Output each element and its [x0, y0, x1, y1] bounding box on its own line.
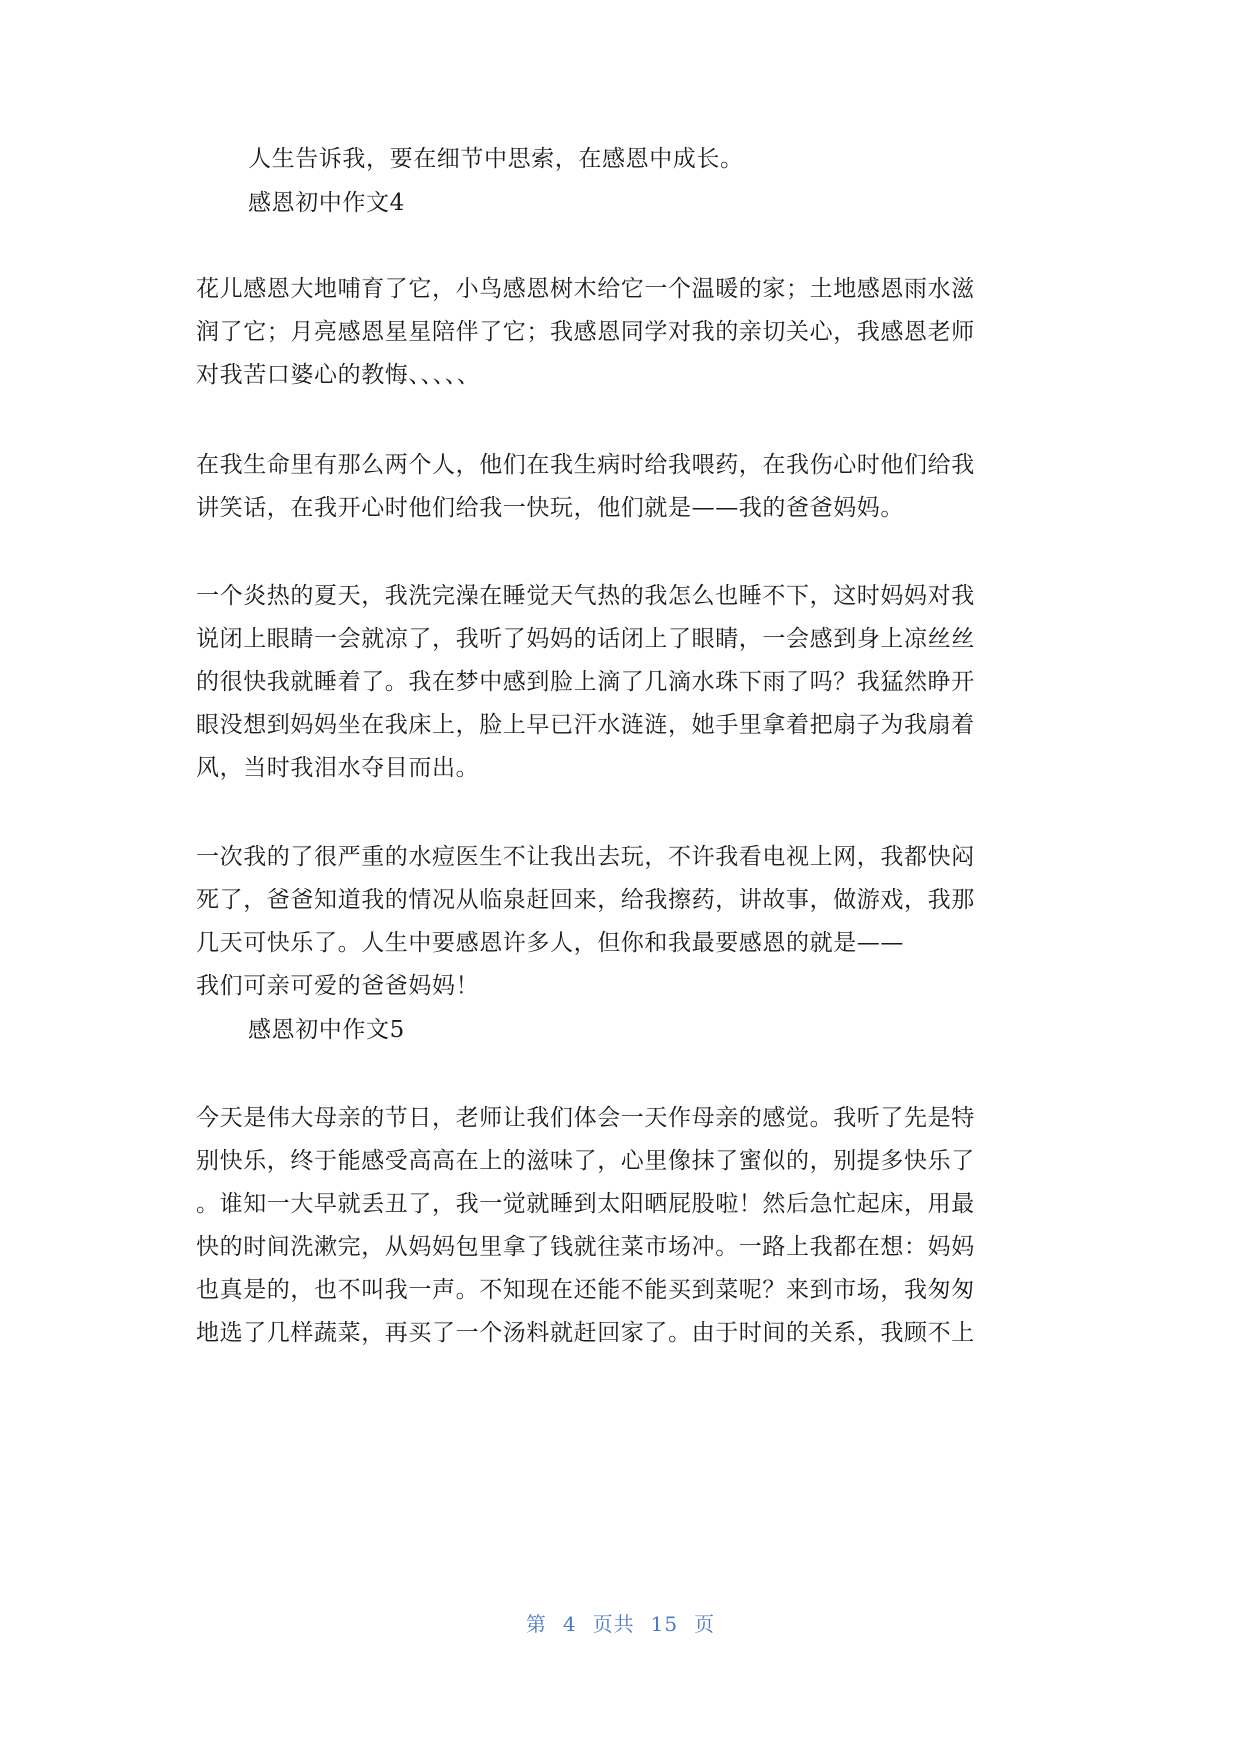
- section-heading: 感恩初中作文4: [248, 190, 405, 216]
- text-line: 风，当时我泪水夺目而出。: [196, 755, 480, 781]
- text-line: 一次我的了很严重的水痘医生不让我出去玩，不许我看电视上网，我都快闷: [196, 844, 975, 870]
- footer-suffix: 页: [694, 1612, 716, 1636]
- text-line: 死了，爸爸知道我的情况从临泉赶回来，给我擦药，讲故事，做游戏，我那: [196, 887, 975, 913]
- total-pages-number: 15: [650, 1612, 679, 1636]
- text-line: 。谁知一大早就丢丑了，我一觉就睡到太阳晒屁股啦！然后急忙起床，用最: [196, 1191, 975, 1217]
- section-heading: 感恩初中作文5: [248, 1017, 405, 1043]
- text-line: 今天是伟大母亲的节日，老师让我们体会一天作母亲的感觉。我听了先是特: [196, 1105, 975, 1131]
- page-footer: [0, 1608, 1241, 1637]
- text-line: 快的时间洗漱完，从妈妈包里拿了钱就往菜市场冲。一路上我都在想：妈妈: [196, 1234, 975, 1260]
- text-line: 人生告诉我，要在细节中思索，在感恩中成长。: [248, 146, 744, 172]
- text-line: 讲笑话，在我开心时他们给我一快玩，他们就是——我的爸爸妈妈。: [196, 495, 904, 521]
- text-line: 我们可亲可爱的爸爸妈妈！: [196, 973, 480, 999]
- text-line: 地选了几样蔬菜，再买了一个汤料就赶回家了。由于时间的关系，我顾不上: [196, 1320, 975, 1346]
- text-line: 花儿感恩大地哺育了它，小鸟感恩树木给它一个温暖的家；土地感恩雨水滋: [196, 276, 975, 302]
- text-line: 别快乐，终于能感受高高在上的滋味了，心里像抹了蜜似的，别提多快乐了: [196, 1148, 975, 1174]
- text-line: 几天可快乐了。人生中要感恩许多人，但你和我最要感恩的就是——: [196, 930, 904, 956]
- text-line: 一个炎热的夏天，我洗完澡在睡觉天气热的我怎么也睡不下，这时妈妈对我: [196, 583, 975, 609]
- text-line: 说闭上眼睛一会就凉了，我听了妈妈的话闭上了眼睛，一会感到身上凉丝丝: [196, 626, 975, 652]
- text-line: 也真是的，也不叫我一声。不知现在还能不能买到菜呢？来到市场，我匆匆: [196, 1277, 975, 1303]
- text-line: 眼没想到妈妈坐在我床上，脸上早已汗水涟涟，她手里拿着把扇子为我扇着: [196, 712, 975, 738]
- text-line: 在我生命里有那么两个人，他们在我生病时给我喂药，在我伤心时他们给我: [196, 452, 975, 478]
- text-line: 对我苦口婆心的教悔、、、、、: [196, 362, 481, 388]
- text-line: 润了它；月亮感恩星星陪伴了它；我感恩同学对我的亲切关心，我感恩老师: [196, 319, 975, 345]
- current-page-number: 4: [562, 1612, 577, 1636]
- text-line: 的很快我就睡着了。我在梦中感到脸上滴了几滴水珠下雨了吗？我猛然睁开: [196, 669, 975, 695]
- footer-middle: 页共: [592, 1612, 635, 1636]
- footer-prefix: 第: [525, 1612, 547, 1636]
